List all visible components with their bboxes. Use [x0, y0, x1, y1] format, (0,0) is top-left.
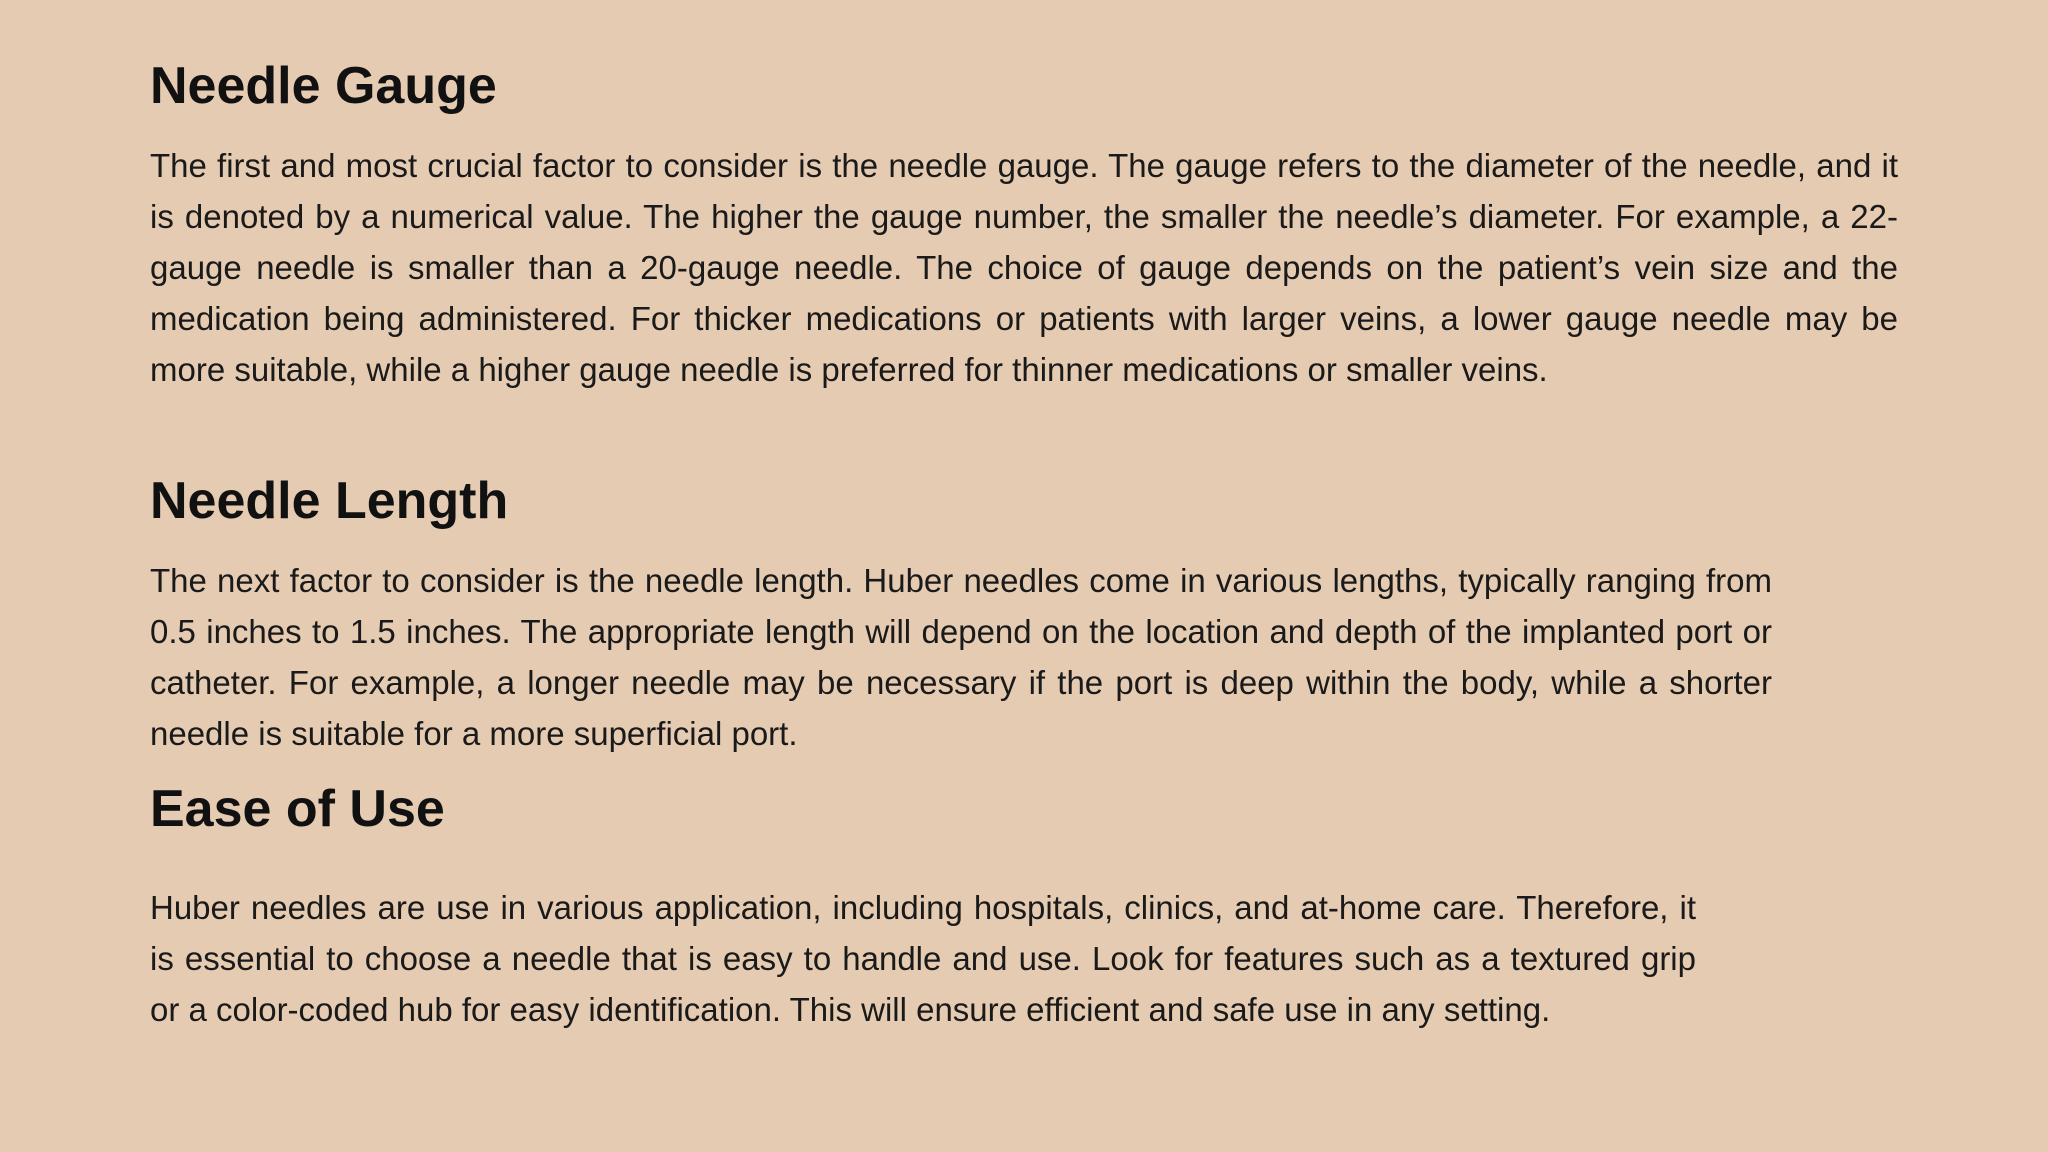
section-body-needle-gauge: The first and most crucial factor to consider is the needle gauge. The gauge refers to the diameter of the needle, and it is denoted by a numerical value. The higher the gauge number, the smaller the needle’s diameter. For example, a 22-gauge needle is smaller than a 20-gauge needle. The choice of gauge depends on the patient’s vein size and the medication being administered. For thicker medications or patients with larger veins, a lower gauge needle may be more suitable, while a higher gauge needle is preferred for thinner medications or smaller veins.: [150, 147, 1898, 388]
section-heading-ease-of-use: Ease of Use: [150, 780, 445, 838]
section-heading-needle-length: Needle Length: [150, 472, 509, 530]
section-body-needle-length: The next factor to consider is the needle length. Huber needles come in various lengths, typically ranging from 0.5 inches to 1.5 inches. The appropriate length will depend on the location and depth of the implanted port or catheter. For example, a longer needle may be necessary if the port is deep within the body, while a shorter needle is suitable for a more superficial port.: [150, 562, 1772, 752]
section-body-ease-of-use: Huber needles are use in various application, including hospitals, clinics, and at-home care. Therefore, it is essential to choose a needle that is easy to handle and use. Look for features such as a textured grip or a color-coded hub for easy identification. This will ensure efficient and safe use in any setting.: [150, 889, 1696, 1028]
section-heading-needle-gauge: Needle Gauge: [150, 57, 497, 115]
